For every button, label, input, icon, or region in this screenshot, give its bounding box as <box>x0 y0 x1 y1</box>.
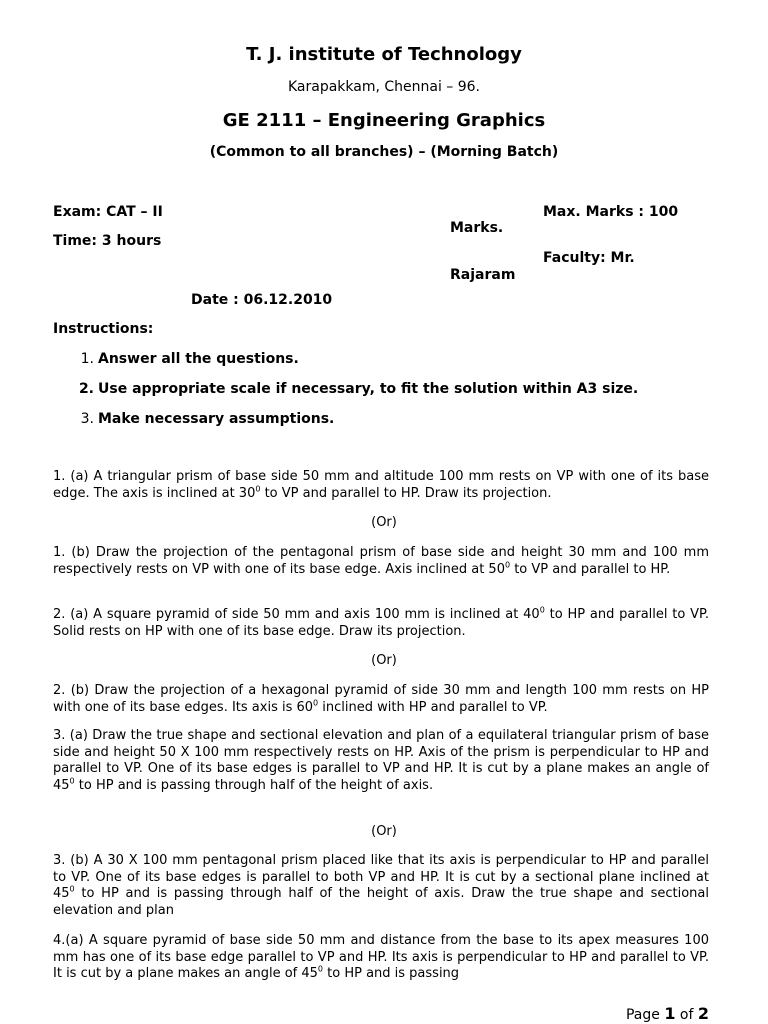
institute-title: T. J. institute of Technology <box>246 44 522 65</box>
instructions-heading: Instructions: <box>53 321 154 337</box>
page-total: 2 <box>697 1004 709 1023</box>
question-1b: 1. (b) Draw the projection of the pentagonal prism of base side and height 30 mm and 100 mm respectively rests on VP with one of its base edge. Axis inclined at $50^0$ to VP and parallel to HP. <box>53 545 709 577</box>
of-word: of <box>679 1007 694 1023</box>
question-3b: 3. (b) A 30 X 100 mm pentagonal prism placed like that its axis is perpendicular to HP and parallel to VP. One of its base edges is parallel to both VP and HP. It is cut by a sectional plane inclined at $45^0$ to HP and is passing through half of the height of axis. Draw the true shape and sectional elevation and plan <box>53 853 709 918</box>
batch-info: (Common to all branches) – (Morning Batch) <box>209 144 559 160</box>
institute-address: Karapakkam, Chennai – 96. <box>287 79 481 95</box>
instruction-text: Make necessary assumptions. <box>98 411 335 427</box>
or-separator: (Or) <box>371 515 397 530</box>
instruction-text: Use appropriate scale if necessary, to fit the solution within A3 size. <box>98 381 639 397</box>
or-separator: (Or) <box>371 824 397 839</box>
time-label: Time: 3 hours <box>53 233 162 249</box>
page-word: Page <box>625 1007 660 1023</box>
max-marks-label: Max. Marks : 100 <box>543 204 679 220</box>
max-marks-unit: Marks. <box>450 220 504 236</box>
faculty-name: Rajaram <box>450 267 516 283</box>
question-2b: 2. (b) Draw the projection of a hexagonal pyramid of side 30 mm and length 100 mm rests on HP with one of its base edges. Its axis is $60^0$ inclined with HP and parallel to VP. <box>53 683 709 715</box>
instruction-number: 2. <box>78 381 94 397</box>
instruction-number: 3. <box>80 411 94 427</box>
exam-date: Date : 06.12.2010 <box>191 292 333 308</box>
or-separator: (Or) <box>371 653 397 668</box>
instruction-number: 1. <box>80 351 94 367</box>
question-3a: 3. (a) Draw the true shape and sectional elevation and plan of a equilateral triangular prism of base side and height 50 X 100 mm respectively rests on HP. Axis of the prism is perpendicular to HP and parallel to VP. One of its base edges is parallel to VP and HP. It is cut by a plane makes an angle of $45^0$ to HP and is passing through half of the height of axis. <box>53 728 709 793</box>
question-1a: 1. (a) A triangular prism of base side 50 mm and altitude 100 mm rests on VP with one of its base edge. The axis is inclined at $30^0$ to VP and parallel to HP. Draw its projection. <box>53 469 709 501</box>
question-4a: 4.(a) A square pyramid of base side 50 mm and distance from the base to its apex measures 100 mm has one of its base edge parallel to VP and HP. Its axis is perpendicular to HP and parallel to VP. It is cut by a plane makes an angle of $45^0$ to HP and is passing <box>53 933 709 981</box>
question-2a: 2. (a) A square pyramid of side 50 mm and axis 100 mm is inclined at $40^0$ to HP and parallel to VP. Solid rests on HP with one of its base edge. Draw its projection. <box>53 605 709 639</box>
course-title: GE 2111 – Engineering Graphics <box>222 110 546 131</box>
instruction-text: Answer all the questions. <box>98 351 299 367</box>
faculty-label: Faculty: Mr. <box>543 250 635 266</box>
page-number: 1 <box>664 1004 676 1023</box>
page-footer <box>626 1004 709 1023</box>
exam-label: Exam: CAT – II <box>53 204 163 220</box>
